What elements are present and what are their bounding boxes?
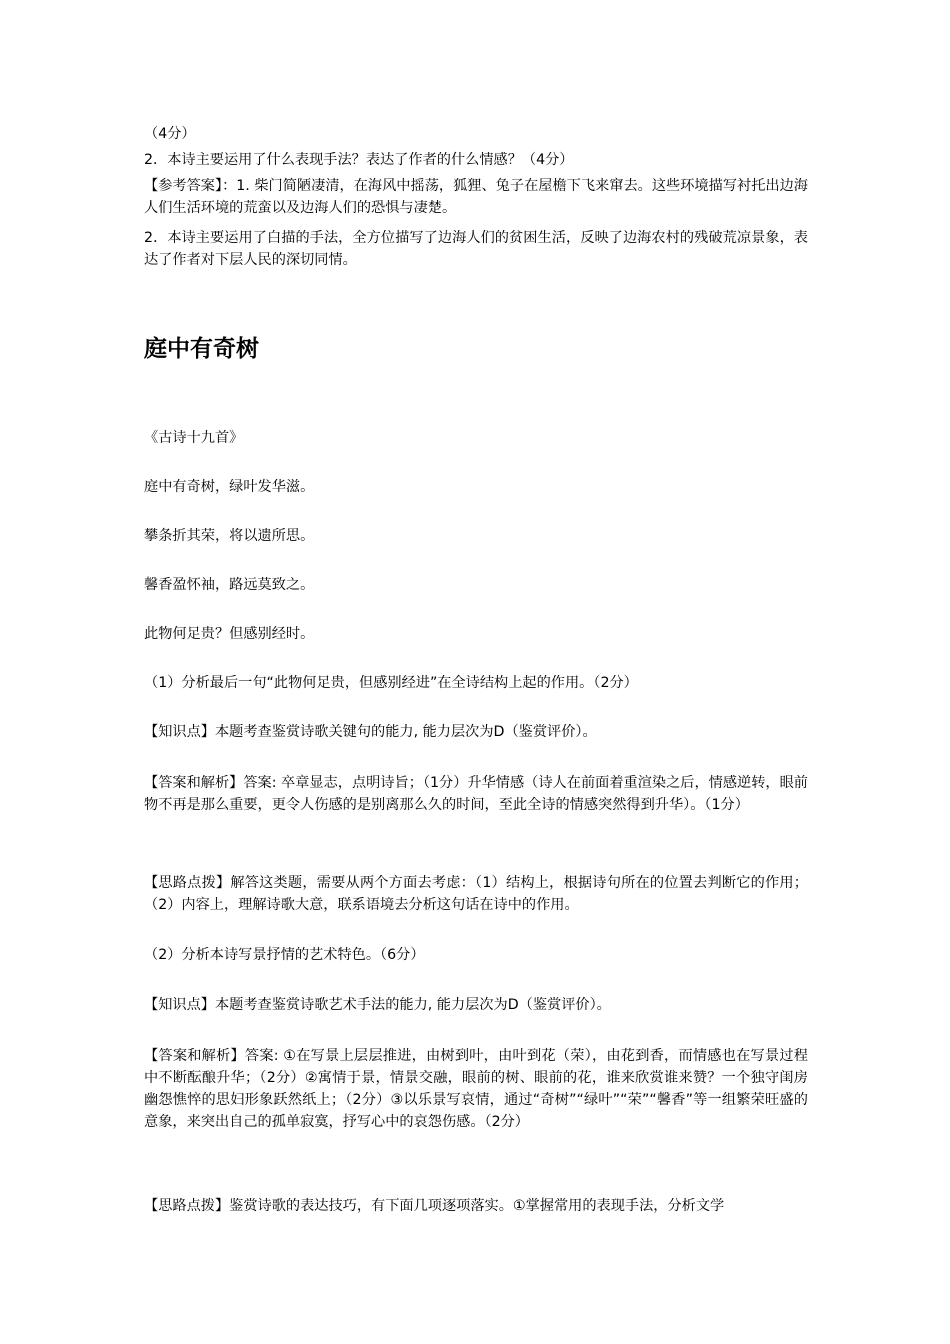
poem-line-3: 馨香盈怀袖，路远莫致之。 — [144, 577, 315, 593]
poem-line-1: 庭中有奇树，绿叶发华滋。 — [144, 479, 315, 495]
poem-line-4: 此物何足贵？但感别经时。 — [144, 626, 315, 642]
score-line: （4分） — [144, 126, 196, 142]
reference-answer-2: 2．本诗主要运用了白描的手法，全方位描写了边海人们的贫困生活，反映了边海农村的残破荒凉景象，表达了作者对下层人民的深切同情。 — [144, 230, 808, 268]
question-2: 2．本诗主要运用了什么表现手法？表达了作者的什么情感？（4分） — [144, 152, 574, 168]
q1-answer: 【答案和解析】答案: 卒章显志，点明诗旨；（1分）升华情感（诗人在前面着重渲染之后，情感逆转，眼前物不再是那么重要，更令人伤感的是别离那么久的时间，至此全诗的情感突然得到升华）。（1分） — [144, 775, 808, 813]
reference-answer-1: 【参考答案】：1. 柴门简陋凄清，在海风中摇荡，狐狸、兔子在屋檐下飞来窜去。这些环境描写衬托出边海人们生活环境的荒蛮以及边海人们的恐惧与凄楚。 — [144, 178, 808, 216]
question-2-art: （2）分析本诗写景抒情的艺术特色。（6分） — [144, 947, 425, 963]
q2-knowledge-point: 【知识点】本题考查鉴赏诗歌艺术手法的能力, 能力层次为D（鉴赏评价）。 — [144, 997, 611, 1013]
poem-title: 庭中有奇树 — [144, 336, 259, 362]
q1-knowledge-point: 【知识点】本题考查鉴赏诗歌关键句的能力, 能力层次为D（鉴赏评价）。 — [144, 724, 597, 740]
question-1: （1）分析最后一句“此物何足贵，但感别经进”在全诗结构上起的作用。（2分） — [144, 675, 638, 691]
poem-source: 《古诗十九首》 — [144, 430, 244, 446]
q2-hint: 【思路点拨】鉴赏诗歌的表达技巧，有下面几项逐项落实。①掌握常用的表现手法，分析文学 — [144, 1198, 725, 1214]
q1-hint: 【思路点拨】解答这类题，需要从两个方面去考虑：（1）结构上，根据诗句所在的位置去判断它的作用；（2）内容上，理解诗歌大意，联系语境去分析这句话在诗中的作用。 — [144, 875, 808, 913]
poem-line-2: 攀条折其荣，将以遗所思。 — [144, 528, 315, 544]
q2-answer: 【答案和解析】答案: ①在写景上层层推进，由树到叶，由叶到花（荣），由花到香，而情感也在写景过程中不断酝酿升华；（2分）②寓情于景，情景交融，眼前的树、眼前的花，谁来欣赏谁来赞？一个独守闺房幽怨憔悴的思妇形象跃然纸上；（2分）③以乐景写哀情，通过“奇树”“绿叶”“荣”“馨香”等一组繁荣旺盛的意象，来突出自己的孤单寂寞，抒写心中的哀怨伤感。（2分） — [144, 1048, 808, 1130]
